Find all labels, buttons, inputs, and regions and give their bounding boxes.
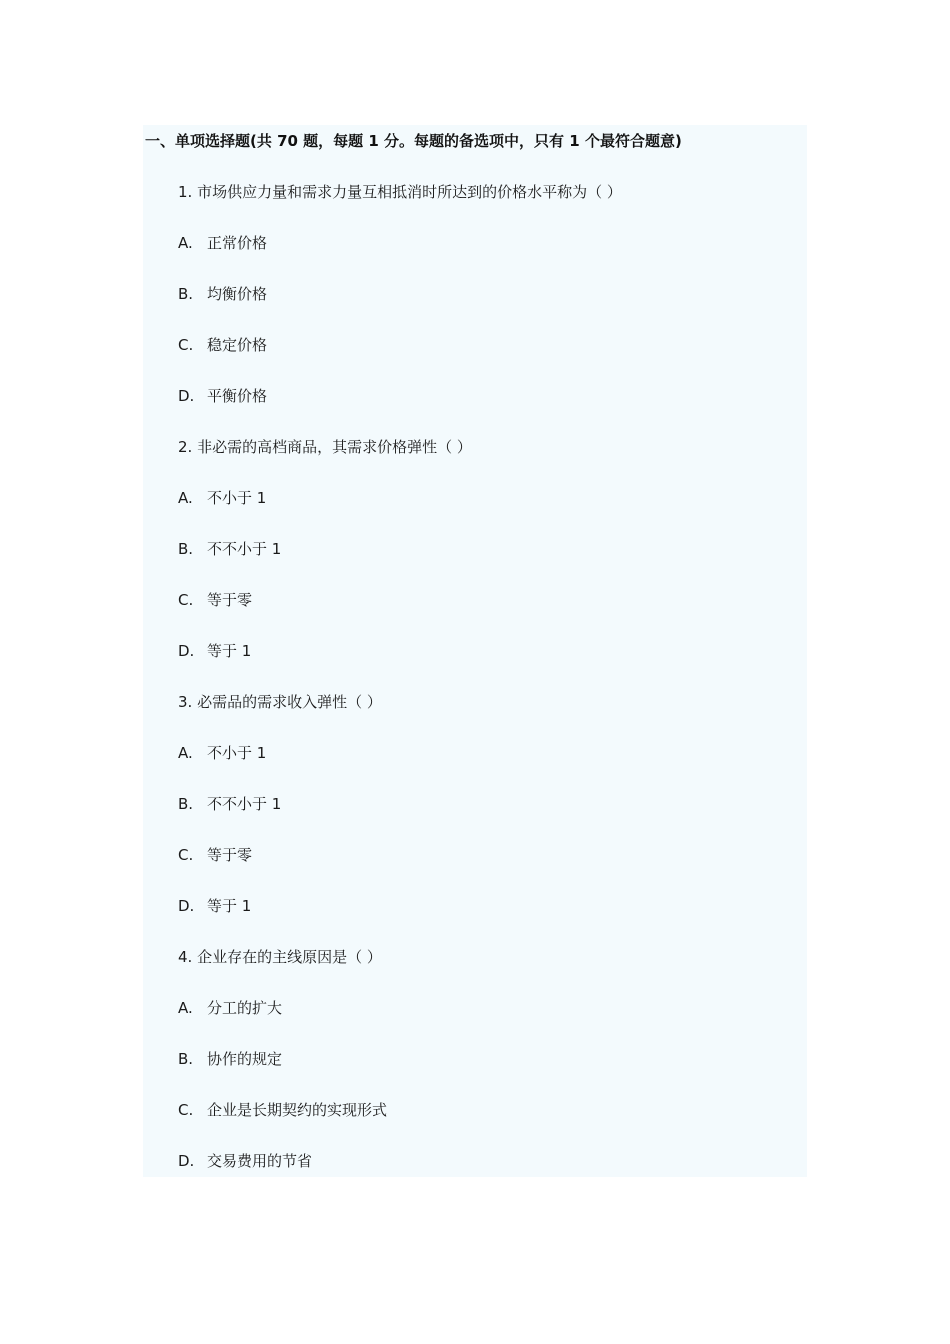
option-letter: C. (178, 846, 194, 864)
question-2-option-b (178, 539, 281, 559)
option-text: 稳定价格 (207, 336, 268, 354)
option-letter: D. (178, 1152, 195, 1170)
question-1-option-c (178, 335, 267, 355)
option-letter: A. (178, 744, 193, 762)
question-1-stem: 1. 市场供应力量和需求力量互相抵消时所达到的价格水平称为（ ） (178, 183, 622, 201)
question-4-stem: 4. 企业存在的主线原因是（ ） (178, 948, 382, 966)
option-text: 交易费用的节省 (207, 1152, 313, 1170)
option-letter: B. (178, 1050, 194, 1068)
option-letter: D. (178, 897, 195, 915)
question-4-option-a (178, 998, 282, 1018)
question-1-option-a (178, 233, 267, 253)
option-text: 分工的扩大 (207, 999, 283, 1017)
option-text: 均衡价格 (207, 285, 268, 303)
option-letter: A. (178, 999, 193, 1017)
option-text: 不小于 1 (207, 744, 267, 762)
option-text: 不小于 1 (207, 489, 267, 507)
option-text: 等于 1 (207, 897, 252, 915)
option-letter: A. (178, 234, 193, 252)
question-3-option-b (178, 794, 281, 814)
question-4-option-d (178, 1151, 312, 1171)
question-2-option-d (178, 641, 251, 661)
option-letter: B. (178, 795, 194, 813)
option-text: 协作的规定 (207, 1050, 283, 1068)
option-letter: D. (178, 642, 195, 660)
question-3-stem: 3. 必需品的需求收入弹性（ ） (178, 693, 382, 711)
question-2-option-c (178, 590, 252, 610)
option-text: 等于 1 (207, 642, 252, 660)
option-letter: B. (178, 540, 194, 558)
option-letter: C. (178, 1101, 194, 1119)
question-2-option-a (178, 488, 266, 508)
option-text: 企业是长期契约的实现形式 (207, 1101, 388, 1119)
option-letter: C. (178, 336, 194, 354)
question-3-option-d (178, 896, 251, 916)
option-letter: B. (178, 285, 194, 303)
question-3-option-a (178, 743, 266, 763)
option-text: 平衡价格 (207, 387, 268, 405)
option-letter: C. (178, 591, 194, 609)
question-3-option-c (178, 845, 252, 865)
option-text: 等于零 (207, 846, 253, 864)
section-heading: 一、单项选择题(共 70 题，每题 1 分。每题的备选项中，只有 1 个最符合题意) (145, 132, 682, 150)
option-text: 等于零 (207, 591, 253, 609)
question-2-stem: 2. 非必需的高档商品，其需求价格弹性（ ） (178, 438, 472, 456)
option-letter: A. (178, 489, 193, 507)
question-1-option-d (178, 386, 267, 406)
option-text: 不不小于 1 (207, 795, 282, 813)
question-4-option-b (178, 1049, 282, 1069)
option-letter: D. (178, 387, 195, 405)
option-text: 正常价格 (207, 234, 268, 252)
option-text: 不不小于 1 (207, 540, 282, 558)
question-4-option-c (178, 1100, 387, 1120)
question-1-option-b (178, 284, 267, 304)
